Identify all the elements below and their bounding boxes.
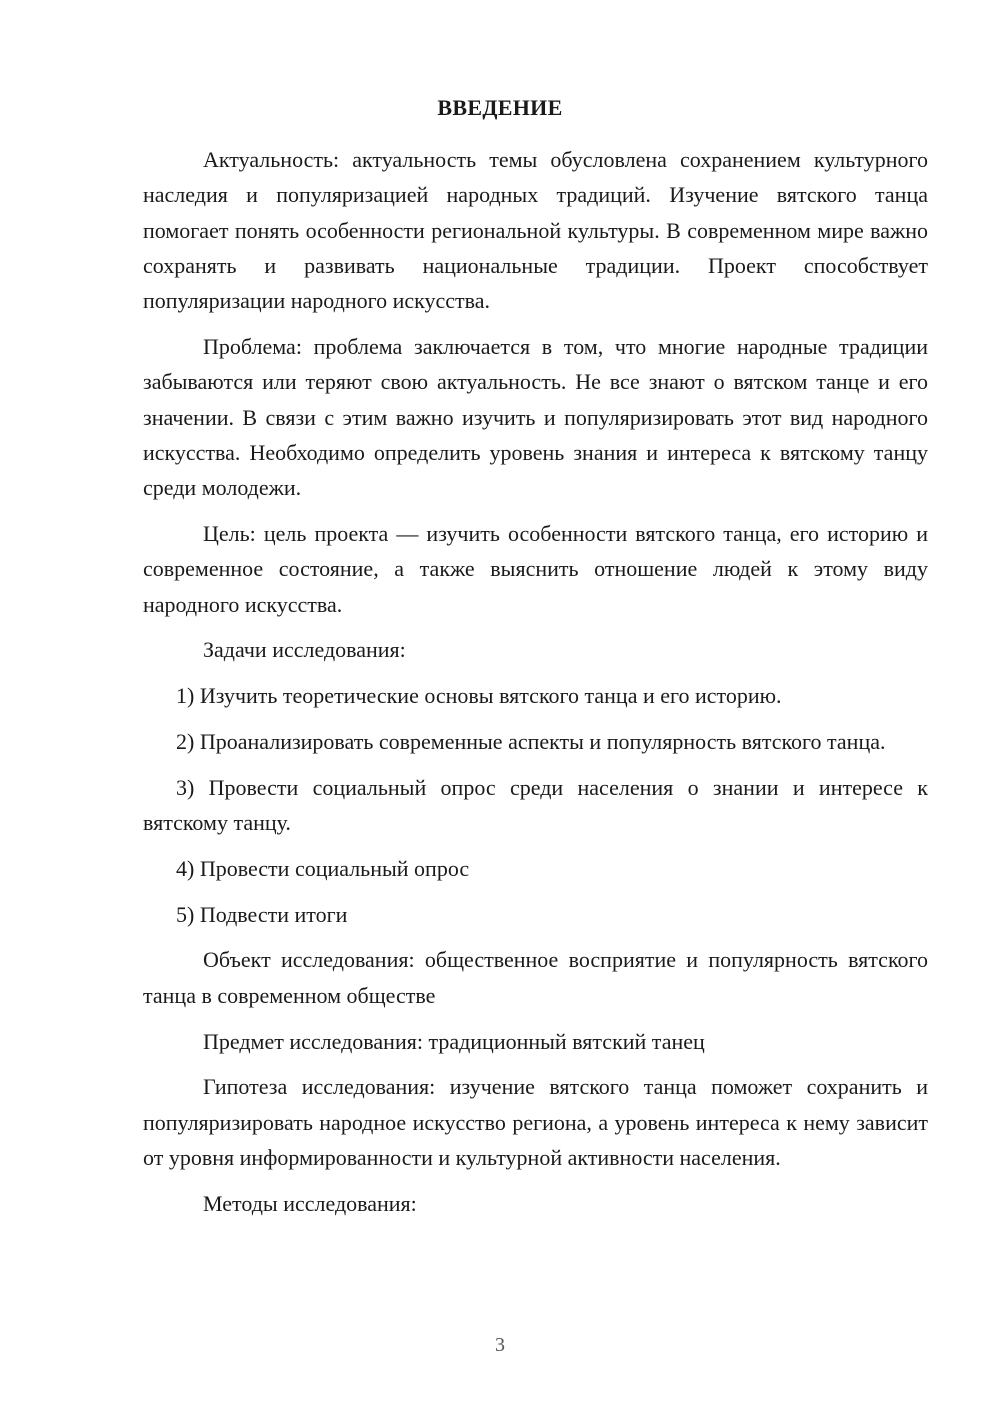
task-item-3: 3) Провести социальный опрос среди населения о знании и интересе к вятскому танцу. <box>143 774 928 836</box>
task-item-1: 1) Изучить теоретические основы вятского танца и его историю. <box>176 683 782 709</box>
subject-paragraph: Предмет исследования: традиционный вятский танец <box>203 1028 705 1054</box>
page-number: 3 <box>495 1334 505 1356</box>
task-item-5: 5) Подвести итоги <box>176 901 348 927</box>
tasks-heading: Задачи исследования: <box>203 637 406 663</box>
document-body <box>143 142 928 1221</box>
methods-heading: Методы исследования: <box>203 1190 417 1216</box>
task-item-2: 2) Проанализировать современные аспекты и популярность вятского танца. <box>176 728 886 754</box>
goal-paragraph: Цель: цель проекта — изучить особенности вятского танца, его историю и современное состояние, а также выяснить отношение людей к этому виду народного искусства. <box>143 520 928 617</box>
object-paragraph: Объект исследования: общественное восприятие и популярность вятского танца в современном обществе <box>143 947 928 1008</box>
page-title: ВВЕДЕНИЕ <box>437 95 563 120</box>
relevance-paragraph: Актуальность: актуальность темы обусловлена сохранением культурного наследия и популяризацией народных традиций. Изучение вятского танца помогает понять особенности региональной культуры. В современном мире важно сохранять и развивать национальные традиции. Проект способствует популяризации народного искусства. <box>143 147 928 314</box>
problem-paragraph: Проблема: проблема заключается в том, что многие народные традиции забываются или теряют свою актуальность. Не все знают о вятском танце и его значении. В связи с этим важно изучить и популяризировать этот вид народного искусства. Необходимо определить уровень знания и интереса к вятскому танцу среди молодежи. <box>143 333 928 501</box>
hypothesis-paragraph: Гипотеза исследования: изучение вятского танца поможет сохранить и популяризировать народное искусство региона, а уровень интереса к нему зависит от уровня информированности и культурной активности населения. <box>143 1074 928 1170</box>
task-item-4: 4) Провести социальный опрос <box>176 855 470 881</box>
